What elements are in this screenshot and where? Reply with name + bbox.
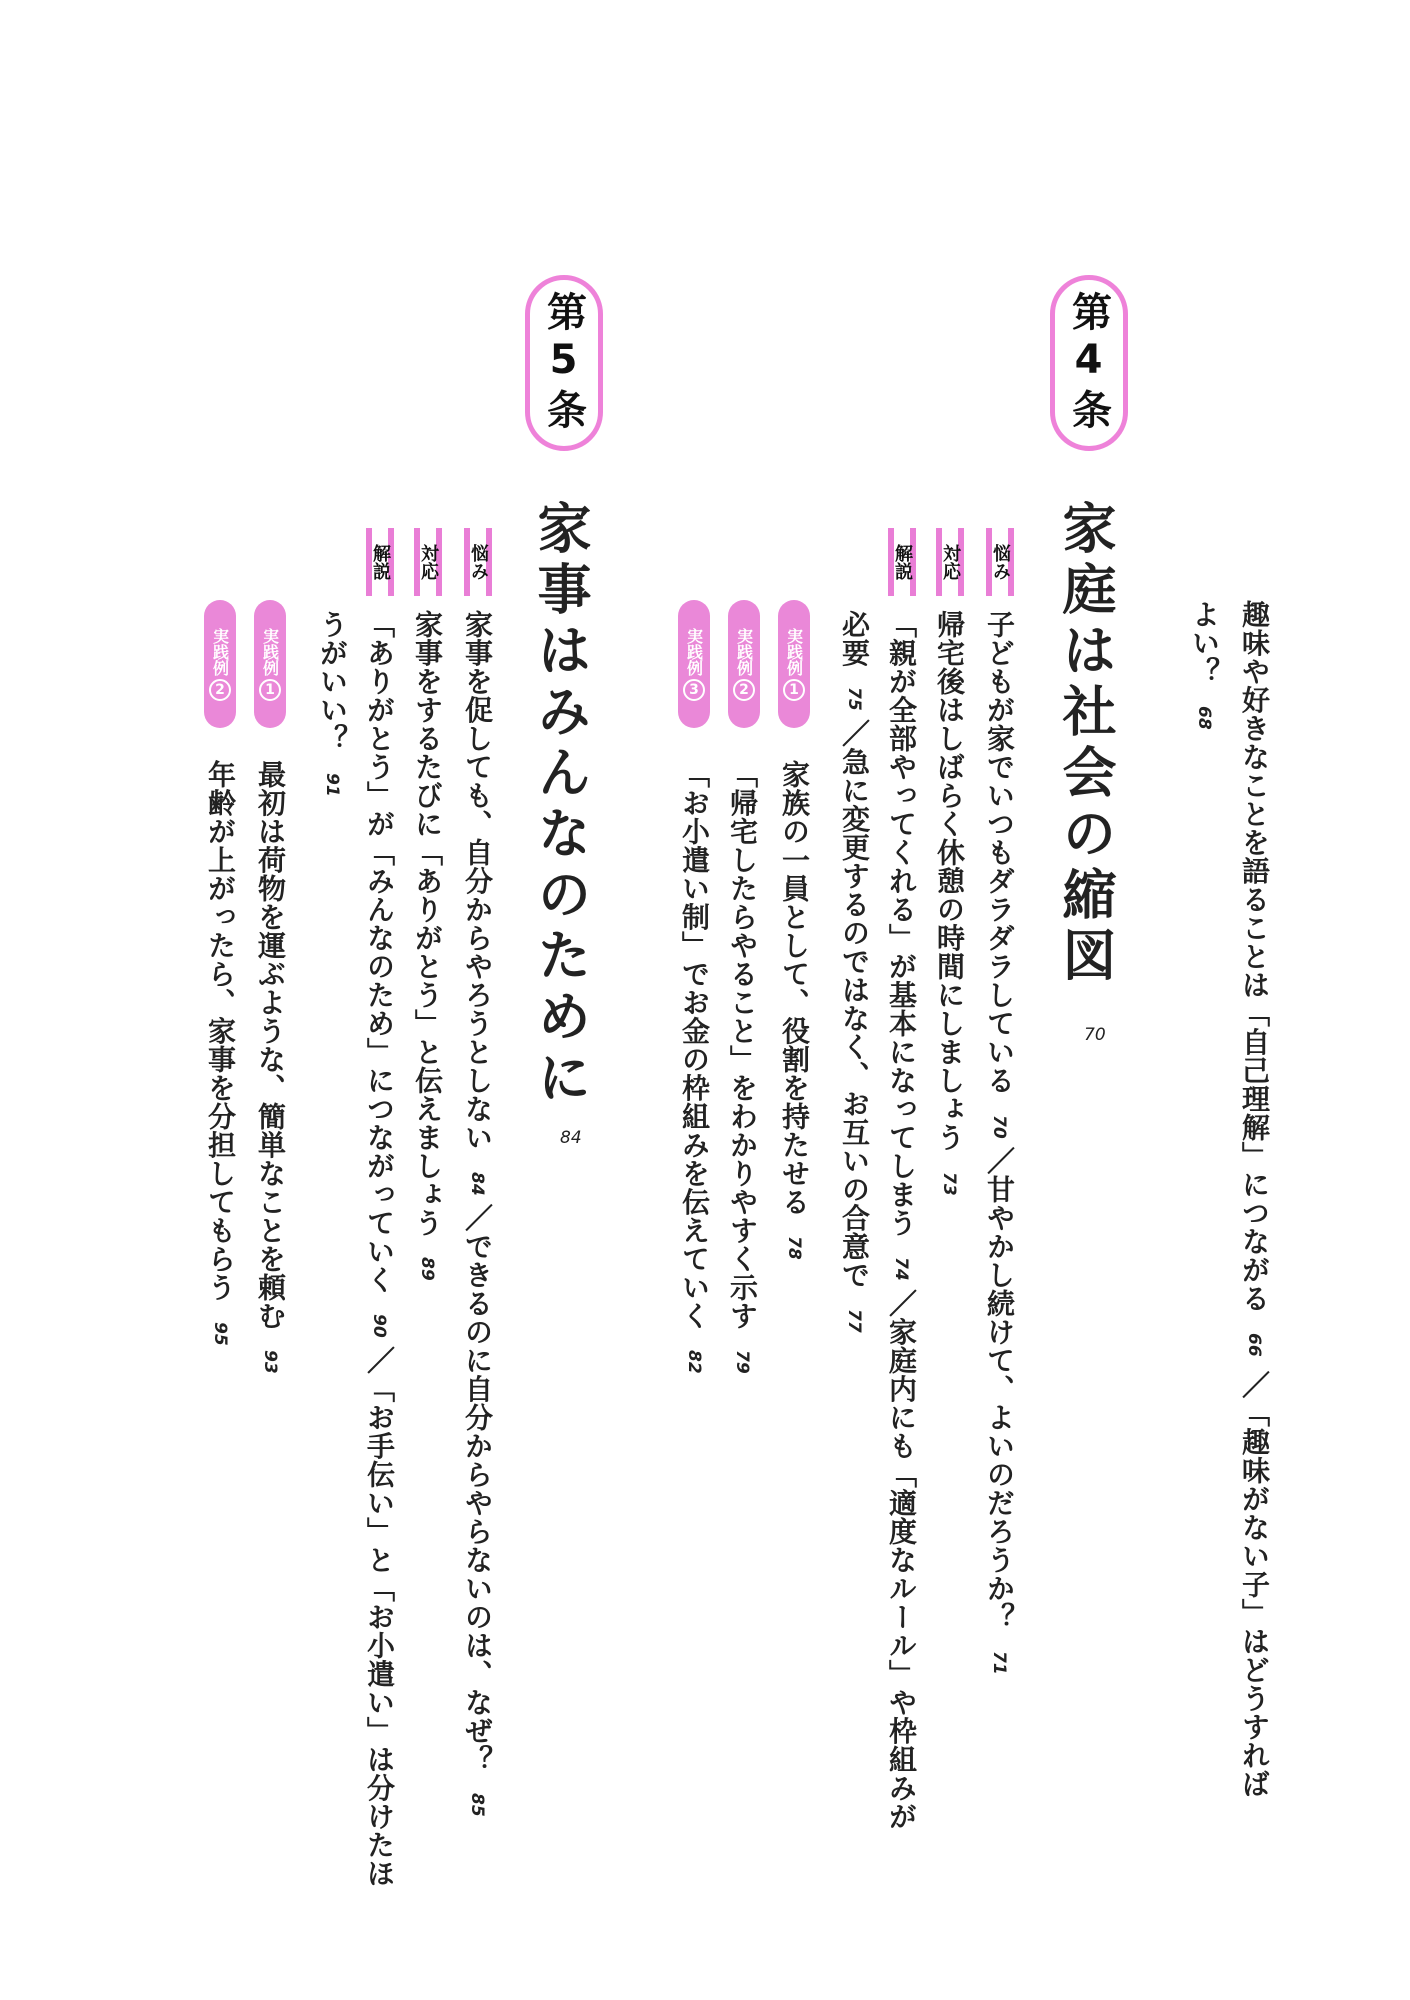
chapter-4-title: 家庭は社会の縮図 <box>1054 500 1117 988</box>
intro-line-1 <box>1238 600 1271 1798</box>
page-number: 84 <box>467 1171 487 1196</box>
chapter-5-badge: 第5条 <box>525 275 603 451</box>
intro-text-3: よい？ <box>1188 600 1221 686</box>
example-pill-1: 実践例 1 <box>778 600 810 728</box>
chapter-5-kaisetsu-cont: うがいい？91 <box>316 610 349 797</box>
chapter-5-example-1: 最初は荷物を運ぶような、簡単なことを頼む93 <box>254 760 287 1374</box>
chapter-4-page: 70 <box>1084 1025 1106 1045</box>
example-pill-2: 実践例 2 <box>204 600 236 728</box>
page-number: 79 <box>732 1350 752 1374</box>
page-number: 74 <box>891 1257 911 1281</box>
chapter-4-kaisetsu: 「親が全部やってくれる」が基本になってしまう74／家庭内にも「適度なルール」や枠組みが <box>885 610 918 1831</box>
chapter-4-example-1: 家族の一員として、役割を持たせる78 <box>778 760 811 1260</box>
tag-kaisetsu: 解説 <box>366 528 394 596</box>
chapter-5-nayami: 家事を促しても、自分からやろうとしない84／できるのに自分からやらないのは、なぜ？85 <box>461 610 494 1817</box>
page-number: 66 <box>1244 1332 1264 1357</box>
page-number: 70 <box>989 1114 1009 1139</box>
chapter-4-example-3: 「お小遣い制」でお金の枠組みを伝えていく82 <box>678 760 711 1374</box>
chapter-4-example-2: 「帰宅したらやること」をわかりやすく示す79 <box>726 760 759 1374</box>
example-pill-3: 実践例 3 <box>678 600 710 728</box>
tag-taiou: 対応 <box>414 528 442 596</box>
page-number: 85 <box>467 1793 487 1817</box>
page-number: 89 <box>417 1257 437 1281</box>
tag-nayami: 悩み <box>986 528 1014 596</box>
chapter-4-nayami: 子どもが家でいつもダラダラしている70／甘やかし続けて、よいのだろうか？71 <box>983 610 1016 1675</box>
page-number: 91 <box>322 772 342 797</box>
page-number: 82 <box>684 1350 704 1374</box>
chapter-4-badge: 第4条 <box>1050 275 1128 451</box>
page-number: 71 <box>989 1650 1009 1675</box>
tag-nayami: 悩み <box>464 528 492 596</box>
page-number: 78 <box>784 1236 804 1260</box>
page-number: 95 <box>210 1321 230 1346</box>
page-number: 75 <box>844 687 864 711</box>
example-pill-2: 実践例 2 <box>728 600 760 728</box>
tag-taiou: 対応 <box>936 528 964 596</box>
intro-text-1: 趣味や好きなことを語ることは「自己理解」につながる <box>1238 600 1271 1313</box>
chapter-5-example-2: 年齢が上がったら、家事を分担してもらう95 <box>204 760 237 1346</box>
intro-line-2 <box>1188 600 1221 730</box>
chapter-5-kaisetsu: 「ありがとう」が「みんなのため」につながっていく90／「お手伝い」と「お小遣い」は分けたほ <box>363 610 396 1888</box>
tag-kaisetsu: 解説 <box>888 528 916 596</box>
page-number: 77 <box>844 1308 864 1333</box>
intro-text-2: ／「趣味がない子」はどうすれば <box>1238 1370 1271 1798</box>
chapter-5-taiou: 家事をするたびに「ありがとう」と伝えましょう89 <box>411 610 444 1281</box>
chapter-5-page: 84 <box>560 1128 582 1148</box>
chapter-4-kaisetsu-cont: 必要75／急に変更するのではなく、お互いの合意で77 <box>838 610 871 1333</box>
page-number: 93 <box>260 1350 280 1374</box>
page-number: 68 <box>1194 705 1214 730</box>
chapter-5-title: 家事はみんなのために <box>529 500 592 1110</box>
chapter-4-taiou: 帰宅後はしばらく休憩の時間にしましょう73 <box>933 610 966 1196</box>
page-number: 90 <box>369 1314 389 1338</box>
example-pill-1: 実践例 1 <box>254 600 286 728</box>
page-number: 73 <box>939 1171 959 1196</box>
